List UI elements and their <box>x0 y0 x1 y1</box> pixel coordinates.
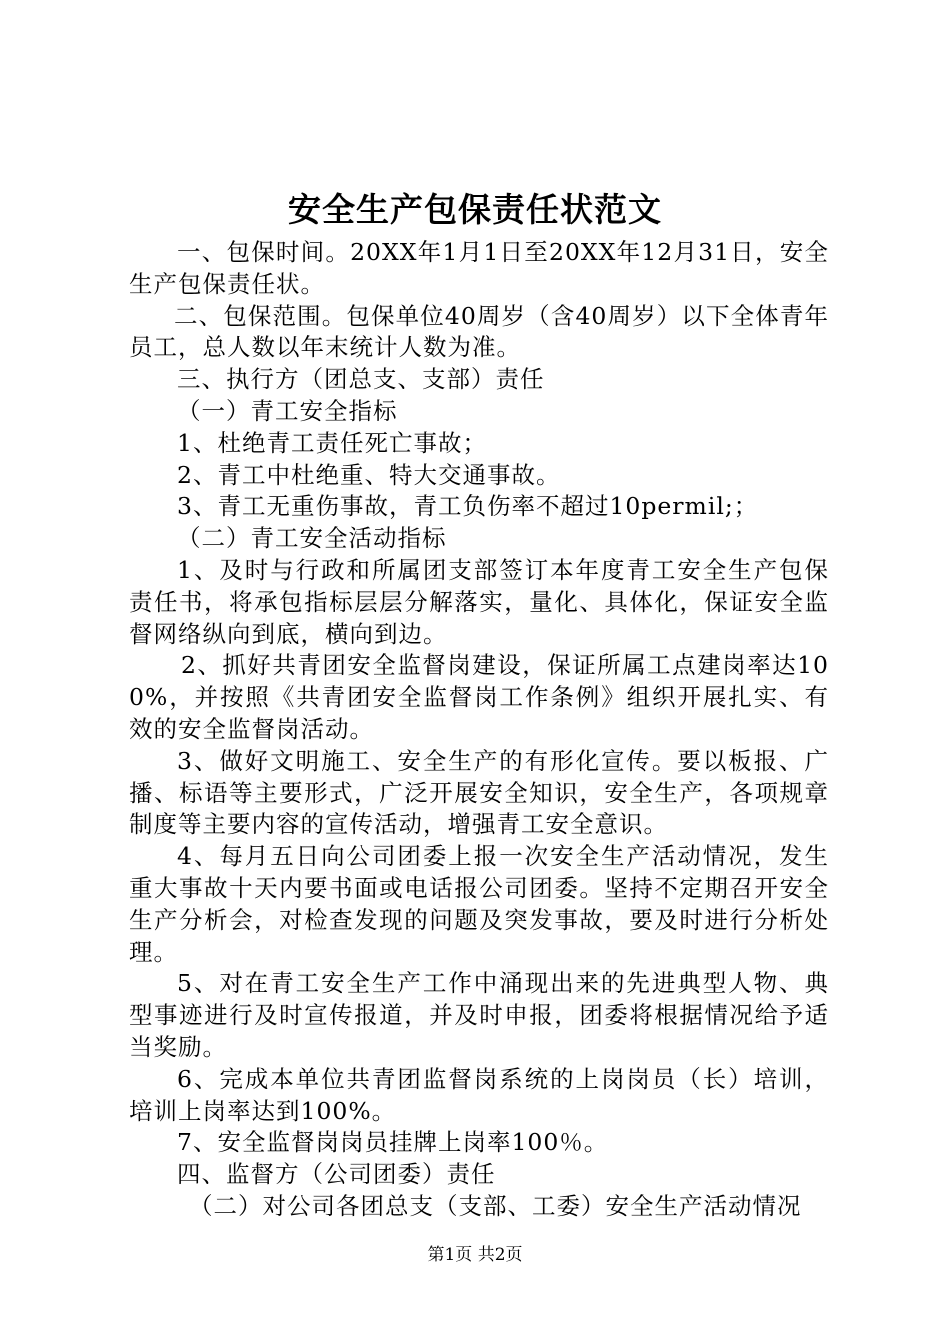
list-item-target-2: 2、青工中杜绝重、特大交通事故。 <box>177 460 561 489</box>
list-item-activity-3: 3、做好文明施工、安全生产的有形化宣传。要以板报、广播、标语等主要形式，广泛开展安全知识，安全生产，各项规章制度等主要内容的宣传活动，增强青工安全意识。 <box>129 746 829 839</box>
page-indicator: 第1页 共2页 <box>427 1245 523 1265</box>
list-item-activity-1: 1、及时与行政和所属团支部签订本年度青工安全生产包保责任书，将承包指标层层分解落实，量化、具体化，保证安全监督网络纵向到底，横向到边。 <box>129 555 829 648</box>
list-item-activity-7: 7、安全监督岗岗员挂牌上岗率100％。 <box>177 1128 609 1157</box>
list-item-activity-6: 6、完成本单位共青团监督岗系统的上岗岗员（长）培训，培训上岗率达到100%。 <box>129 1064 829 1125</box>
document-title: 安全生产包保责任状范文 <box>288 190 662 229</box>
section-heading-supervisor: 四、监督方（公司团委）责任 <box>177 1160 496 1189</box>
paragraph-scope: 二、包保范围。包保单位40周岁（含40周岁）以下全体青年员工，总人数以年末统计人数为准。 <box>129 301 829 362</box>
subsection-supervisor-2: （二）对公司各团总支（支部、工委）安全生产活动情况 <box>189 1191 802 1220</box>
paragraph-schedule: 一、包保时间。20XX年1月1日至20XX年12月31日，安全生产包保责任状。 <box>129 238 829 298</box>
list-item-target-3: 3、青工无重伤事故，青工负伤率不超过10permil;； <box>177 492 759 521</box>
subsection-heading-safety-targets: （一）青工安全指标 <box>177 396 398 425</box>
section-heading-executor: 三、执行方（团总支、支部）责任 <box>177 365 545 394</box>
list-item-activity-2: 2、抓好共青团安全监督岗建设，保证所属工点建岗率达100%，并按照《共青团安全监督岗工作条例》组织开展扎实、有效的安全监督岗活动。 <box>129 651 829 743</box>
subsection-heading-activity-targets: （二）青工安全活动指标 <box>177 524 447 553</box>
list-item-activity-4: 4、每月五日向公司团委上报一次安全生产活动情况，发生重大事故十天内要书面或电话报公司团委。坚持不定期召开安全生产分析会，对检查发现的问题及突发事故，要及时进行分析处理。 <box>129 842 829 966</box>
list-item-target-1: 1、杜绝青工责任死亡事故； <box>177 428 487 457</box>
document-body <box>129 237 829 1223</box>
list-item-activity-5: 5、对在青工安全生产工作中涌现出来的先进典型人物、典型事迹进行及时宣传报道，并及时申报，团委将根据情况给予适当奖励。 <box>129 969 829 1061</box>
